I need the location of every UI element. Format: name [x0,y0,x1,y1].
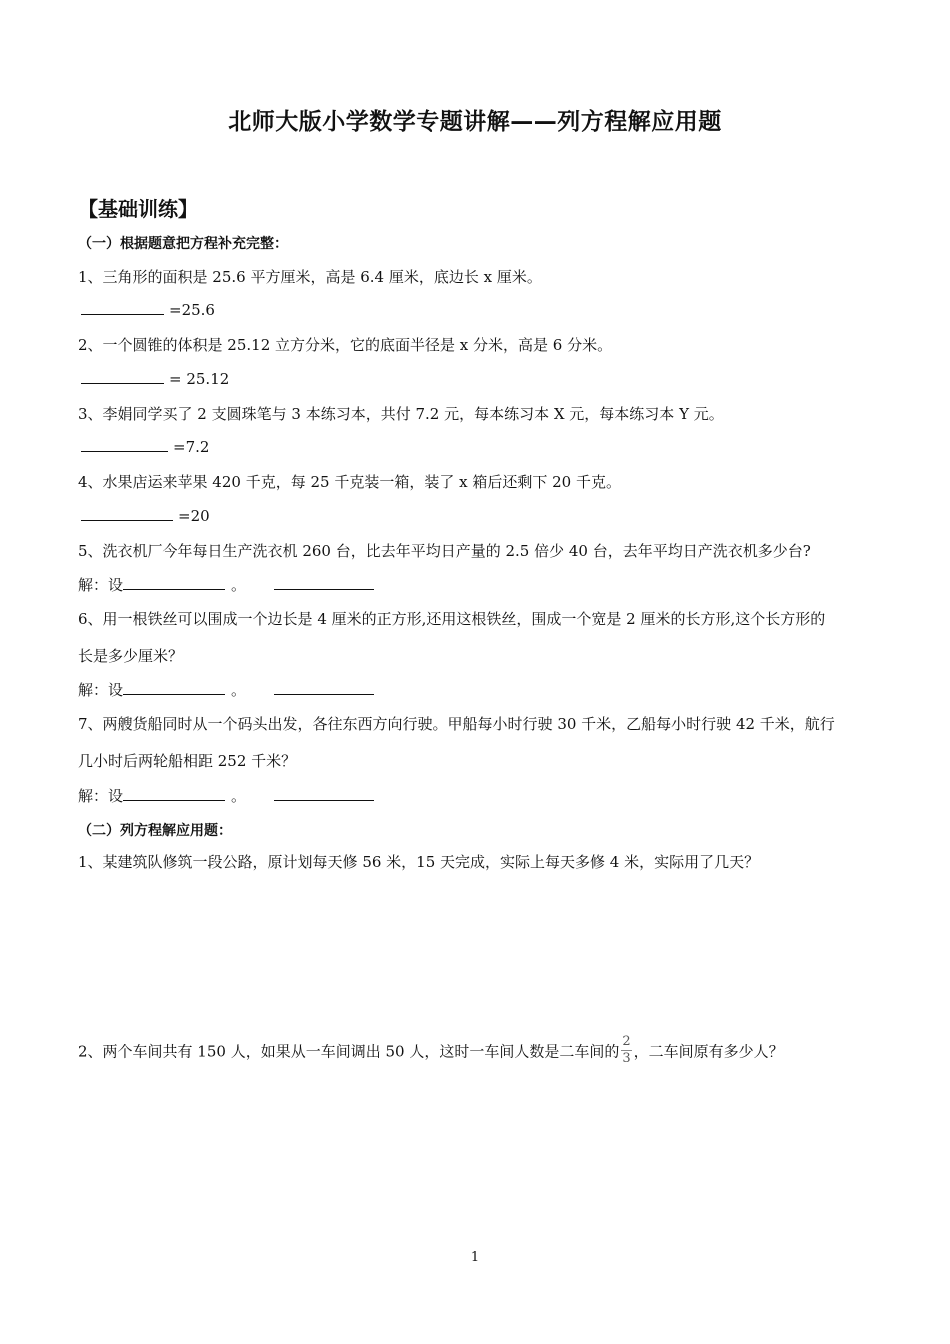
let-blank [123,786,225,801]
question-1: 1、三角形的面积是 25.6 平方厘米，高是 6.4 厘米，底边长 x 厘米。 [78,268,542,286]
let-blank [123,680,225,695]
solution-prefix: 解：设 [78,576,124,594]
problem-2-text: 2、两个车间共有 150 人，如果从一车间调出 50 人，这时一车间人数是二车间的 [78,1042,620,1061]
question-2: 2、一个圆锥的体积是 25.12 立方分米，它的底面半径是 x 分米，高是 6 分米。 [78,336,613,354]
answer-blank [81,437,168,452]
answer-line-2 [78,369,229,388]
question-6-line1: 6、用一根铁丝可以围成一个边长是 4 厘米的正方形,还用这根铁丝，围成一个宽是 2 厘米的长方形,这个长方形的 [78,610,826,628]
answer-line-1 [78,300,215,319]
answer-equation: =25.6 [169,301,215,319]
word-problem-2 [78,1036,784,1069]
solution-prefix: 解：设 [78,681,124,699]
answer-equation: = 25.12 [169,370,230,388]
answer-blank [81,506,173,521]
solution-line-5 [78,574,374,595]
equation-blank [274,786,374,801]
page-number: 1 [470,1250,480,1265]
section-heading: 【基础训练】 [78,197,198,221]
equation-blank [274,680,374,695]
question-6-line2: 长是多少厘米？ [78,647,184,665]
question-4: 4、水果店运来苹果 420 千克，每 25 千克装一箱，装了 x 箱后还剩下 20 千克。 [78,473,621,491]
question-7-line1: 7、两艘货船同时从一个码头出发，各往东西方向行驶。甲船每小时行驶 30 千米，乙船每小时行驶 42 千米，航行 [78,715,835,733]
answer-equation: =7.2 [173,438,210,456]
fraction-numerator: 2 [622,1034,631,1049]
part1-heading: （一）根据题意把方程补充完整： [78,236,288,252]
equation-blank [274,575,374,590]
answer-blank [81,369,164,384]
problem-2-text-end: ，二车间原有多少人？ [633,1042,784,1061]
answer-blank [81,300,164,315]
word-problem-1: 1、某建筑队修筑一段公路，原计划每天修 56 米，15 天完成，实际上每天多修 4 米，实际用了几天？ [78,853,760,871]
question-5: 5、洗衣机厂今年每日生产洗衣机 260 台，比去年平均日产量的 2.5 倍少 40 台，去年平均日产洗衣机多少台? [78,542,811,560]
solution-dot: 。 [231,681,247,699]
answer-line-4 [78,506,210,525]
solution-prefix: 解：设 [78,787,124,805]
part2-heading: （二）列方程解应用题： [78,823,232,839]
solution-line-6 [78,679,374,700]
question-3: 3、李娟同学买了 2 支圆珠笔与 3 本练习本，共付 7.2 元，每本练习本 X 元，每本练习本 Y 元。 [78,405,724,423]
solution-dot: 。 [231,787,247,805]
solution-dot: 。 [231,576,247,594]
page-title: 北师大版小学数学专题讲解——列方程解应用题 [228,109,722,135]
fraction-denominator: 3 [622,1051,631,1066]
answer-equation: =20 [178,507,210,525]
question-7-line2: 几小时后两轮船相距 252 千米？ [78,752,297,770]
answer-line-3 [78,437,209,456]
let-blank [123,575,225,590]
solution-line-7 [78,785,374,806]
fraction-two-thirds [621,1034,631,1067]
